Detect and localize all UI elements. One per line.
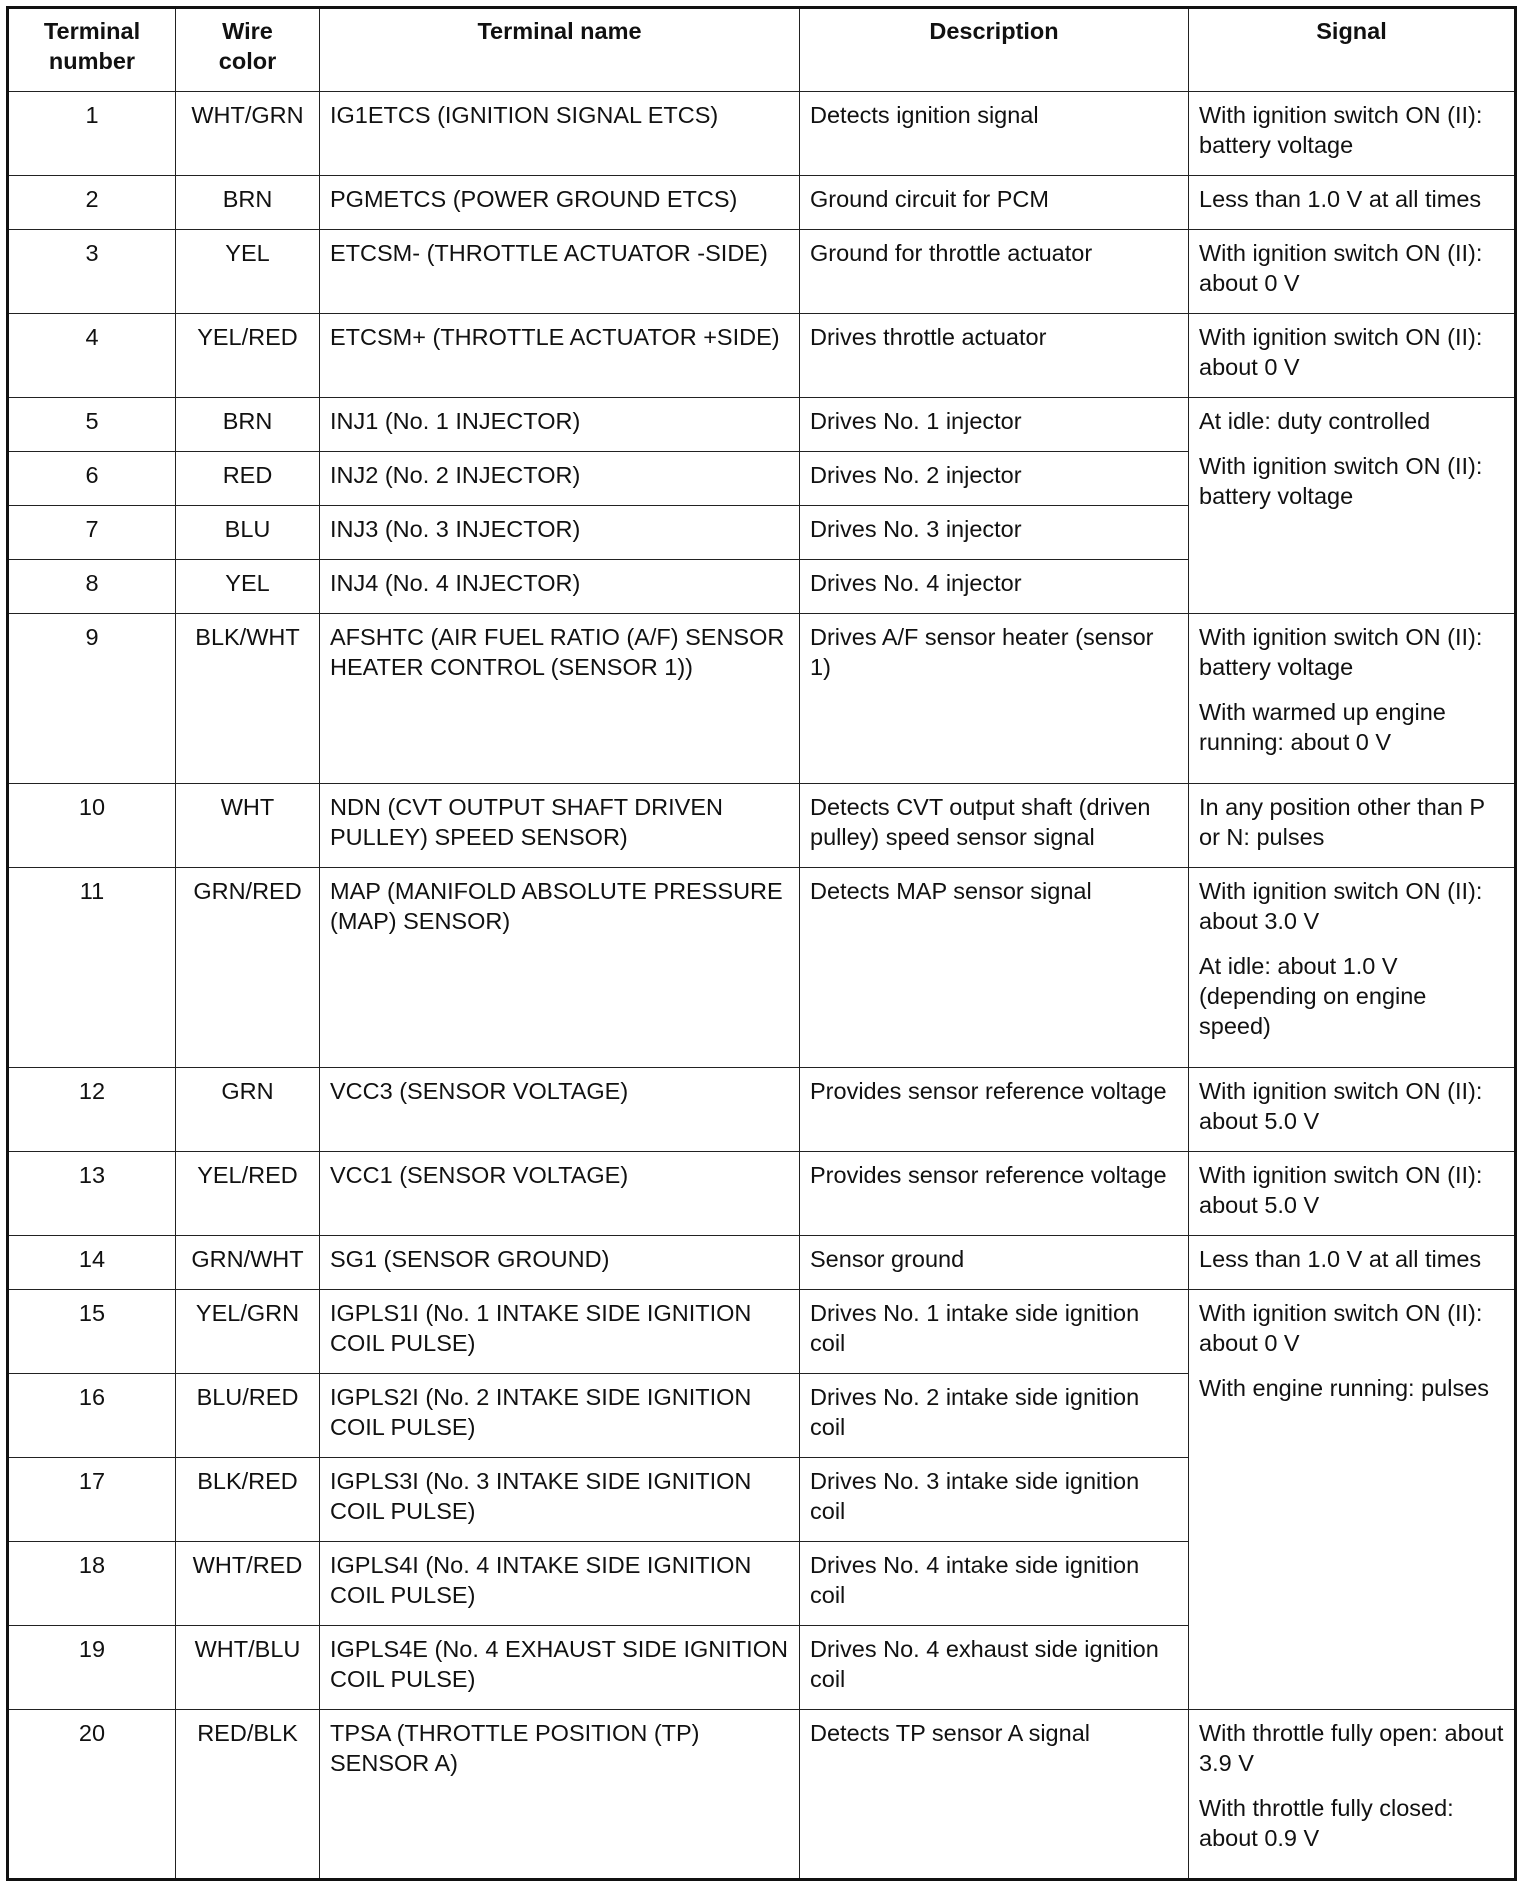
description: Sensor ground xyxy=(800,1236,1189,1290)
document-page xyxy=(6,6,1517,1881)
terminal-number: 11 xyxy=(8,868,176,1068)
table-row xyxy=(8,398,1516,452)
wire-color: WHT/BLU xyxy=(176,1626,320,1710)
header-wire-color xyxy=(176,8,320,92)
terminal-number: 4 xyxy=(8,314,176,398)
terminal-name: VCC1 (SENSOR VOLTAGE) xyxy=(320,1152,800,1236)
signal xyxy=(1189,1068,1516,1152)
description: Drives No. 2 injector xyxy=(800,452,1189,506)
wire-color: WHT xyxy=(176,784,320,868)
signal-line: With engine running: pulses xyxy=(1199,1375,1490,1401)
signal-line: With ignition switch ON (II): battery voltage xyxy=(1199,453,1483,509)
description: Drives No. 4 intake side ignition coil xyxy=(800,1542,1189,1626)
wire-color: YEL/GRN xyxy=(176,1290,320,1374)
terminal-number: 9 xyxy=(8,614,176,784)
wire-color: WHT/RED xyxy=(176,1542,320,1626)
terminal-number: 5 xyxy=(8,398,176,452)
table-row xyxy=(8,92,1516,176)
wire-color: BRN xyxy=(176,398,320,452)
terminal-number: 19 xyxy=(8,1626,176,1710)
terminal-table xyxy=(6,6,1517,1881)
terminal-number: 3 xyxy=(8,230,176,314)
wire-color: BLK/RED xyxy=(176,1458,320,1542)
terminal-name: ETCSM+ (THROTTLE ACTUATOR +SIDE) xyxy=(320,314,800,398)
terminal-number: 13 xyxy=(8,1152,176,1236)
terminal-number: 7 xyxy=(8,506,176,560)
signal xyxy=(1189,230,1516,314)
terminal-name: INJ2 (No. 2 INJECTOR) xyxy=(320,452,800,506)
terminal-number: 20 xyxy=(8,1710,176,1880)
description: Drives throttle actuator xyxy=(800,314,1189,398)
table-row xyxy=(8,230,1516,314)
description: Drives No. 3 intake side ignition coil xyxy=(800,1458,1189,1542)
signal-line: Less than 1.0 V at all times xyxy=(1199,186,1482,212)
signal-line: Less than 1.0 V at all times xyxy=(1199,1246,1482,1272)
table-row xyxy=(8,868,1516,1068)
terminal-number: 17 xyxy=(8,1458,176,1542)
signal xyxy=(1189,1152,1516,1236)
signal-line: With warmed up engine running: about 0 V xyxy=(1199,699,1446,755)
header-wire-line1: Wire xyxy=(222,18,273,44)
description: Detects MAP sensor signal xyxy=(800,868,1189,1068)
signal xyxy=(1189,614,1516,784)
terminal-name: MAP (MANIFOLD ABSOLUTE PRESSURE (MAP) SENSOR) xyxy=(320,868,800,1068)
terminal-name: AFSHTC (AIR FUEL RATIO (A/F) SENSOR HEATER CONTROL (SENSOR 1)) xyxy=(320,614,800,784)
wire-color: YEL xyxy=(176,230,320,314)
description: Drives No. 4 injector xyxy=(800,560,1189,614)
terminal-number: 15 xyxy=(8,1290,176,1374)
description: Ground for throttle actuator xyxy=(800,230,1189,314)
wire-color: WHT/GRN xyxy=(176,92,320,176)
header-wire-line2: color xyxy=(218,48,277,74)
terminal-name: SG1 (SENSOR GROUND) xyxy=(320,1236,800,1290)
description: Ground circuit for PCM xyxy=(800,176,1189,230)
signal-line: In any position other than P or N: pulses xyxy=(1199,794,1485,850)
wire-color: BLU xyxy=(176,506,320,560)
table-row xyxy=(8,1290,1516,1374)
table-row xyxy=(8,1236,1516,1290)
description: Detects TP sensor A signal xyxy=(800,1710,1189,1880)
description: Drives No. 4 exhaust side ignition coil xyxy=(800,1626,1189,1710)
description: Drives No. 1 injector xyxy=(800,398,1189,452)
wire-color: RED/BLK xyxy=(176,1710,320,1880)
wire-color: GRN/WHT xyxy=(176,1236,320,1290)
signal-line: With ignition switch ON (II): about 3.0 V xyxy=(1199,878,1483,934)
terminal-number: 1 xyxy=(8,92,176,176)
description: Drives A/F sensor heater (sensor 1) xyxy=(800,614,1189,784)
signal-line: With ignition switch ON (II): battery voltage xyxy=(1199,624,1483,680)
wire-color: BLK/WHT xyxy=(176,614,320,784)
signal xyxy=(1189,1290,1516,1710)
description: Detects CVT output shaft (driven pulley) speed sensor signal xyxy=(800,784,1189,868)
signal xyxy=(1189,176,1516,230)
wire-color: GRN/RED xyxy=(176,868,320,1068)
signal xyxy=(1189,92,1516,176)
wire-color: BLU/RED xyxy=(176,1374,320,1458)
description: Provides sensor reference voltage xyxy=(800,1068,1189,1152)
terminal-name: VCC3 (SENSOR VOLTAGE) xyxy=(320,1068,800,1152)
header-terminal-name: Terminal name xyxy=(320,8,800,92)
table-row xyxy=(8,784,1516,868)
terminal-name: IGPLS2I (No. 2 INTAKE SIDE IGNITION COIL PULSE) xyxy=(320,1374,800,1458)
signal-line: With ignition switch ON (II): about 5.0 V xyxy=(1199,1078,1483,1134)
terminal-name: NDN (CVT OUTPUT SHAFT DRIVEN PULLEY) SPEED SENSOR) xyxy=(320,784,800,868)
signal-line: With ignition switch ON (II): about 0 V xyxy=(1199,324,1483,380)
terminal-name: IG1ETCS (IGNITION SIGNAL ETCS) xyxy=(320,92,800,176)
terminal-number: 8 xyxy=(8,560,176,614)
table-row xyxy=(8,1068,1516,1152)
description: Drives No. 2 intake side ignition coil xyxy=(800,1374,1189,1458)
signal xyxy=(1189,784,1516,868)
terminal-name: INJ1 (No. 1 INJECTOR) xyxy=(320,398,800,452)
signal-line: At idle: duty controlled xyxy=(1199,408,1431,434)
terminal-name: INJ3 (No. 3 INJECTOR) xyxy=(320,506,800,560)
signal-line: With ignition switch ON (II): about 0 V xyxy=(1199,1300,1483,1356)
terminal-name: TPSA (THROTTLE POSITION (TP) SENSOR A) xyxy=(320,1710,800,1880)
table-row xyxy=(8,614,1516,784)
header-terminal-line1: Terminal xyxy=(43,18,141,44)
terminal-name: IGPLS3I (No. 3 INTAKE SIDE IGNITION COIL PULSE) xyxy=(320,1458,800,1542)
signal-line: With ignition switch ON (II): about 0 V xyxy=(1199,240,1483,296)
description: Drives No. 3 injector xyxy=(800,506,1189,560)
signal xyxy=(1189,398,1516,614)
signal xyxy=(1189,1710,1516,1880)
wire-color: YEL/RED xyxy=(176,1152,320,1236)
terminal-number: 2 xyxy=(8,176,176,230)
signal-line: With throttle fully open: about 3.9 V xyxy=(1199,1720,1504,1776)
terminal-name: IGPLS4I (No. 4 INTAKE SIDE IGNITION COIL PULSE) xyxy=(320,1542,800,1626)
signal xyxy=(1189,1236,1516,1290)
table-row xyxy=(8,314,1516,398)
table-row xyxy=(8,1710,1516,1880)
wire-color: YEL/RED xyxy=(176,314,320,398)
terminal-number: 6 xyxy=(8,452,176,506)
signal-line: At idle: about 1.0 V (depending on engine speed) xyxy=(1199,953,1427,1039)
terminal-number: 18 xyxy=(8,1542,176,1626)
description: Provides sensor reference voltage xyxy=(800,1152,1189,1236)
header-row xyxy=(8,8,1516,92)
wire-color: RED xyxy=(176,452,320,506)
wire-color: YEL xyxy=(176,560,320,614)
header-signal: Signal xyxy=(1189,8,1516,92)
header-description: Description xyxy=(800,8,1189,92)
terminal-number: 14 xyxy=(8,1236,176,1290)
terminal-name: INJ4 (No. 4 INJECTOR) xyxy=(320,560,800,614)
header-terminal-number xyxy=(8,8,176,92)
wire-color: GRN xyxy=(176,1068,320,1152)
signal-line: With ignition switch ON (II): battery voltage xyxy=(1199,102,1483,158)
signal-line: With throttle fully closed: about 0.9 V xyxy=(1199,1795,1454,1851)
wire-color: BRN xyxy=(176,176,320,230)
header-terminal-line2: number xyxy=(48,48,136,74)
terminal-name: PGMETCS (POWER GROUND ETCS) xyxy=(320,176,800,230)
description: Drives No. 1 intake side ignition coil xyxy=(800,1290,1189,1374)
signal-line: With ignition switch ON (II): about 5.0 V xyxy=(1199,1162,1483,1218)
terminal-number: 12 xyxy=(8,1068,176,1152)
terminal-name: IGPLS1I (No. 1 INTAKE SIDE IGNITION COIL PULSE) xyxy=(320,1290,800,1374)
terminal-name: IGPLS4E (No. 4 EXHAUST SIDE IGNITION COIL PULSE) xyxy=(320,1626,800,1710)
terminal-number: 10 xyxy=(8,784,176,868)
signal xyxy=(1189,868,1516,1068)
terminal-name: ETCSM- (THROTTLE ACTUATOR -SIDE) xyxy=(320,230,800,314)
description: Detects ignition signal xyxy=(800,92,1189,176)
table-row xyxy=(8,176,1516,230)
signal xyxy=(1189,314,1516,398)
table-row xyxy=(8,1152,1516,1236)
terminal-number: 16 xyxy=(8,1374,176,1458)
